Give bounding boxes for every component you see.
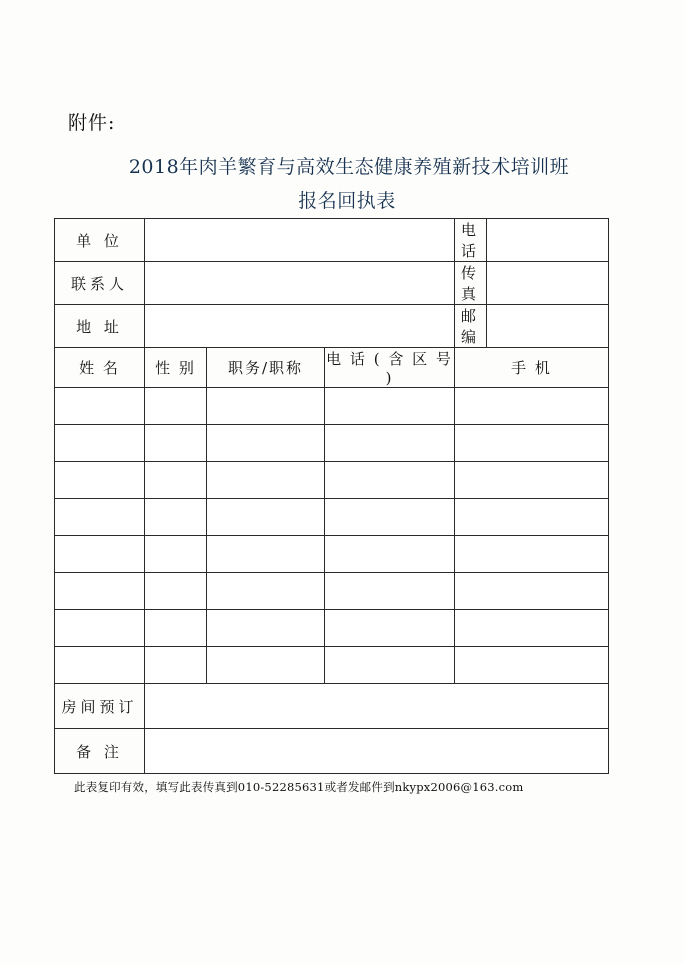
- table-row: [55, 536, 609, 573]
- table-row: [55, 425, 609, 462]
- field-value-unit[interactable]: [145, 219, 455, 262]
- cell-position[interactable]: [207, 425, 325, 462]
- cell-position[interactable]: [207, 499, 325, 536]
- cell-phone[interactable]: [325, 499, 455, 536]
- cell-gender[interactable]: [145, 499, 207, 536]
- field-label-unit: 单 位: [55, 219, 145, 262]
- cell-gender[interactable]: [145, 462, 207, 499]
- cell-position[interactable]: [207, 573, 325, 610]
- field-label-remarks: 备 注: [55, 729, 145, 774]
- table-row: [55, 219, 609, 262]
- cell-phone[interactable]: [325, 573, 455, 610]
- page-title-line-1: 2018年肉羊繁育与高效生态健康养殖新技术培训班: [128, 156, 570, 178]
- table-header-row: [55, 348, 609, 388]
- table-row: [55, 462, 609, 499]
- cell-position[interactable]: [207, 462, 325, 499]
- cell-phone[interactable]: [325, 536, 455, 573]
- page-title-line-2: 报名回执表: [298, 190, 396, 212]
- cell-name[interactable]: [55, 499, 145, 536]
- cell-mobile[interactable]: [455, 610, 609, 647]
- cell-phone[interactable]: [325, 647, 455, 684]
- column-header-phone: 电 话 ( 含 区 号 ): [325, 348, 455, 388]
- cell-name[interactable]: [55, 647, 145, 684]
- footnote-text: 此表复印有效，填写此表传真到010-52285631或者发邮件到nkypx2006@163.com: [74, 780, 524, 794]
- cell-position[interactable]: [207, 647, 325, 684]
- cell-name[interactable]: [55, 425, 145, 462]
- table-row: [55, 610, 609, 647]
- table-row: [55, 262, 609, 305]
- column-header-position: 职务/职称: [207, 348, 325, 388]
- column-header-name: 姓 名: [55, 348, 145, 388]
- field-label-fax: 传 真: [455, 262, 487, 305]
- registration-form-table: [54, 218, 609, 774]
- column-header-gender: 性 别: [145, 348, 207, 388]
- cell-phone[interactable]: [325, 425, 455, 462]
- cell-phone[interactable]: [325, 462, 455, 499]
- cell-name[interactable]: [55, 536, 145, 573]
- field-value-room-booking[interactable]: [145, 684, 609, 729]
- cell-mobile[interactable]: [455, 536, 609, 573]
- attachment-label: 附件:: [68, 112, 116, 134]
- field-value-fax[interactable]: [487, 262, 609, 305]
- cell-name[interactable]: [55, 462, 145, 499]
- cell-name[interactable]: [55, 573, 145, 610]
- cell-gender[interactable]: [145, 647, 207, 684]
- column-header-mobile: 手 机: [455, 348, 609, 388]
- field-value-contact[interactable]: [145, 262, 455, 305]
- cell-name[interactable]: [55, 610, 145, 647]
- cell-mobile[interactable]: [455, 499, 609, 536]
- page-title: [0, 150, 684, 218]
- cell-mobile[interactable]: [455, 388, 609, 425]
- cell-phone[interactable]: [325, 388, 455, 425]
- table-row: [55, 388, 609, 425]
- table-row: [55, 305, 609, 348]
- cell-position[interactable]: [207, 388, 325, 425]
- cell-mobile[interactable]: [455, 462, 609, 499]
- field-label-contact: 联系人: [55, 262, 145, 305]
- field-value-postcode[interactable]: [487, 305, 609, 348]
- table-row: [55, 499, 609, 536]
- cell-name[interactable]: [55, 388, 145, 425]
- table-row: [55, 729, 609, 774]
- cell-mobile[interactable]: [455, 647, 609, 684]
- field-value-address[interactable]: [145, 305, 455, 348]
- field-label-address: 地 址: [55, 305, 145, 348]
- field-label-room-booking: 房间预订: [55, 684, 145, 729]
- cell-gender[interactable]: [145, 536, 207, 573]
- table-row: [55, 647, 609, 684]
- field-label-postcode: 邮 编: [455, 305, 487, 348]
- cell-mobile[interactable]: [455, 573, 609, 610]
- cell-phone[interactable]: [325, 610, 455, 647]
- cell-gender[interactable]: [145, 425, 207, 462]
- cell-gender[interactable]: [145, 388, 207, 425]
- cell-position[interactable]: [207, 536, 325, 573]
- table-row: [55, 573, 609, 610]
- cell-mobile[interactable]: [455, 425, 609, 462]
- cell-position[interactable]: [207, 610, 325, 647]
- field-label-telephone: 电 话: [455, 219, 487, 262]
- field-value-telephone[interactable]: [487, 219, 609, 262]
- cell-gender[interactable]: [145, 573, 207, 610]
- cell-gender[interactable]: [145, 610, 207, 647]
- table-row: [55, 684, 609, 729]
- field-value-remarks[interactable]: [145, 729, 609, 774]
